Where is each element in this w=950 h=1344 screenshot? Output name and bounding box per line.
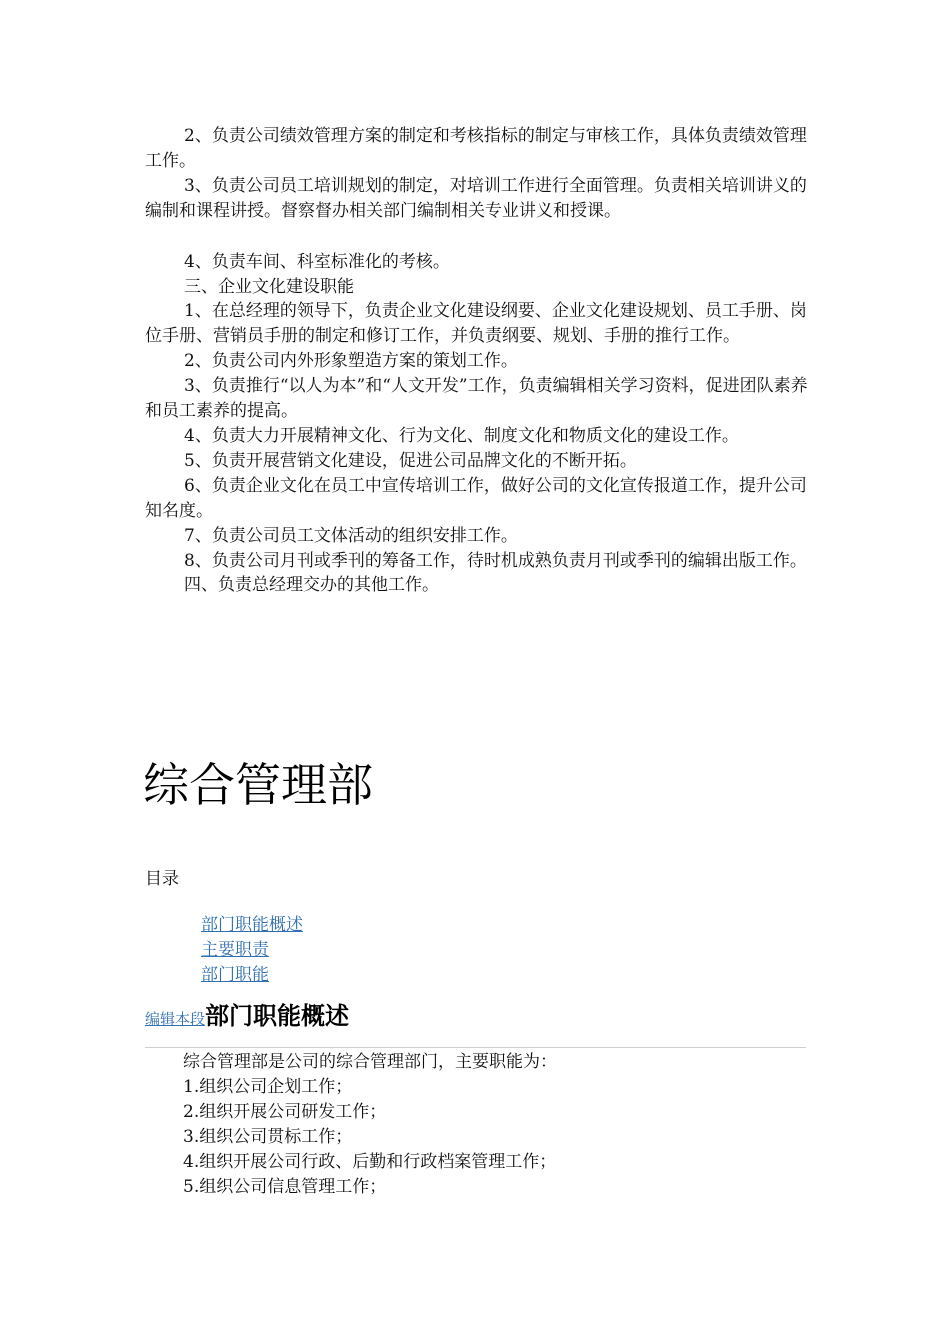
paragraph: 8、负责公司月刊或季刊的筹备工作，待时机成熟负责月刊或季刊的编辑出版工作。	[184, 550, 807, 571]
section-line: 4.组织开展公司行政、后勤和行政档案管理工作；	[183, 1152, 557, 1172]
section-line: 1.组织公司企划工作；	[183, 1077, 353, 1097]
page-title: 综合管理部	[143, 758, 373, 812]
toc-item	[201, 913, 303, 938]
paragraph: 6、负责企业文化在员工中宣传培训工作，做好公司的文化宣传报道工作，提升公司知名度。	[145, 475, 807, 521]
toc-link-functions[interactable]: 部门职能	[201, 965, 269, 985]
section-line: 2.组织开展公司研发工作；	[183, 1102, 387, 1122]
paragraph: 1、在总经理的领导下，负责企业文化建设纲要、企业文化建设规划、员工手册、岗位手册、营销员手册的制定和修订工作，并负责纲要、规划、手册的推行工作。	[145, 301, 807, 347]
paragraph: 2、负责公司绩效管理方案的制定和考核指标的制定与审核工作，具体负责绩效管理工作。	[145, 126, 807, 171]
paragraph: 4、负责车间、科室标准化的考核。	[184, 251, 450, 272]
toc-link-main-duties[interactable]: 主要职责	[201, 940, 269, 960]
toc-list	[201, 913, 303, 988]
toc-label: 目录	[145, 869, 179, 889]
section-line: 综合管理部是公司的综合管理部门，主要职能为：	[183, 1052, 557, 1072]
paragraph: 5、负责开展营销文化建设，促进公司品牌文化的不断开拓。	[184, 450, 637, 471]
toc-item	[201, 963, 303, 988]
toc-item	[201, 938, 303, 963]
edit-section-link[interactable]: 编辑本段	[145, 1010, 206, 1028]
paragraph: 2、负责公司内外形象塑造方案的策划工作。	[184, 351, 518, 372]
paragraph: 3、负责推行“以人为本”和“人文开发”工作，负责编辑相关学习资料，促进团队素养和员工素养的提高。	[145, 376, 808, 422]
paragraph: 四、负责总经理交办的其他工作。	[184, 575, 439, 596]
section-body	[183, 1050, 557, 1200]
section-header	[145, 996, 349, 1031]
paragraph: 7、负责公司员工文体活动的组织安排工作。	[184, 525, 518, 546]
section-line: 5.组织公司信息管理工作；	[183, 1177, 387, 1197]
section-title: 部门职能概述	[205, 1002, 350, 1030]
paragraph-heading: 三、企业文化建设职能	[184, 276, 354, 297]
paragraph: 3、负责公司员工培训规划的制定，对培训工作进行全面管理。负责相关培训讲义的编制和课程讲授。督察督办相关部门编制相关专业讲义和授课。	[145, 175, 807, 221]
paragraph: 4、负责大力开展精神文化、行为文化、制度文化和物质文化的建设工作。	[184, 425, 739, 446]
section-line: 3.组织公司贯标工作；	[183, 1127, 353, 1147]
section-divider	[145, 1047, 806, 1048]
body-text	[145, 124, 810, 598]
toc-link-overview[interactable]: 部门职能概述	[201, 915, 303, 935]
